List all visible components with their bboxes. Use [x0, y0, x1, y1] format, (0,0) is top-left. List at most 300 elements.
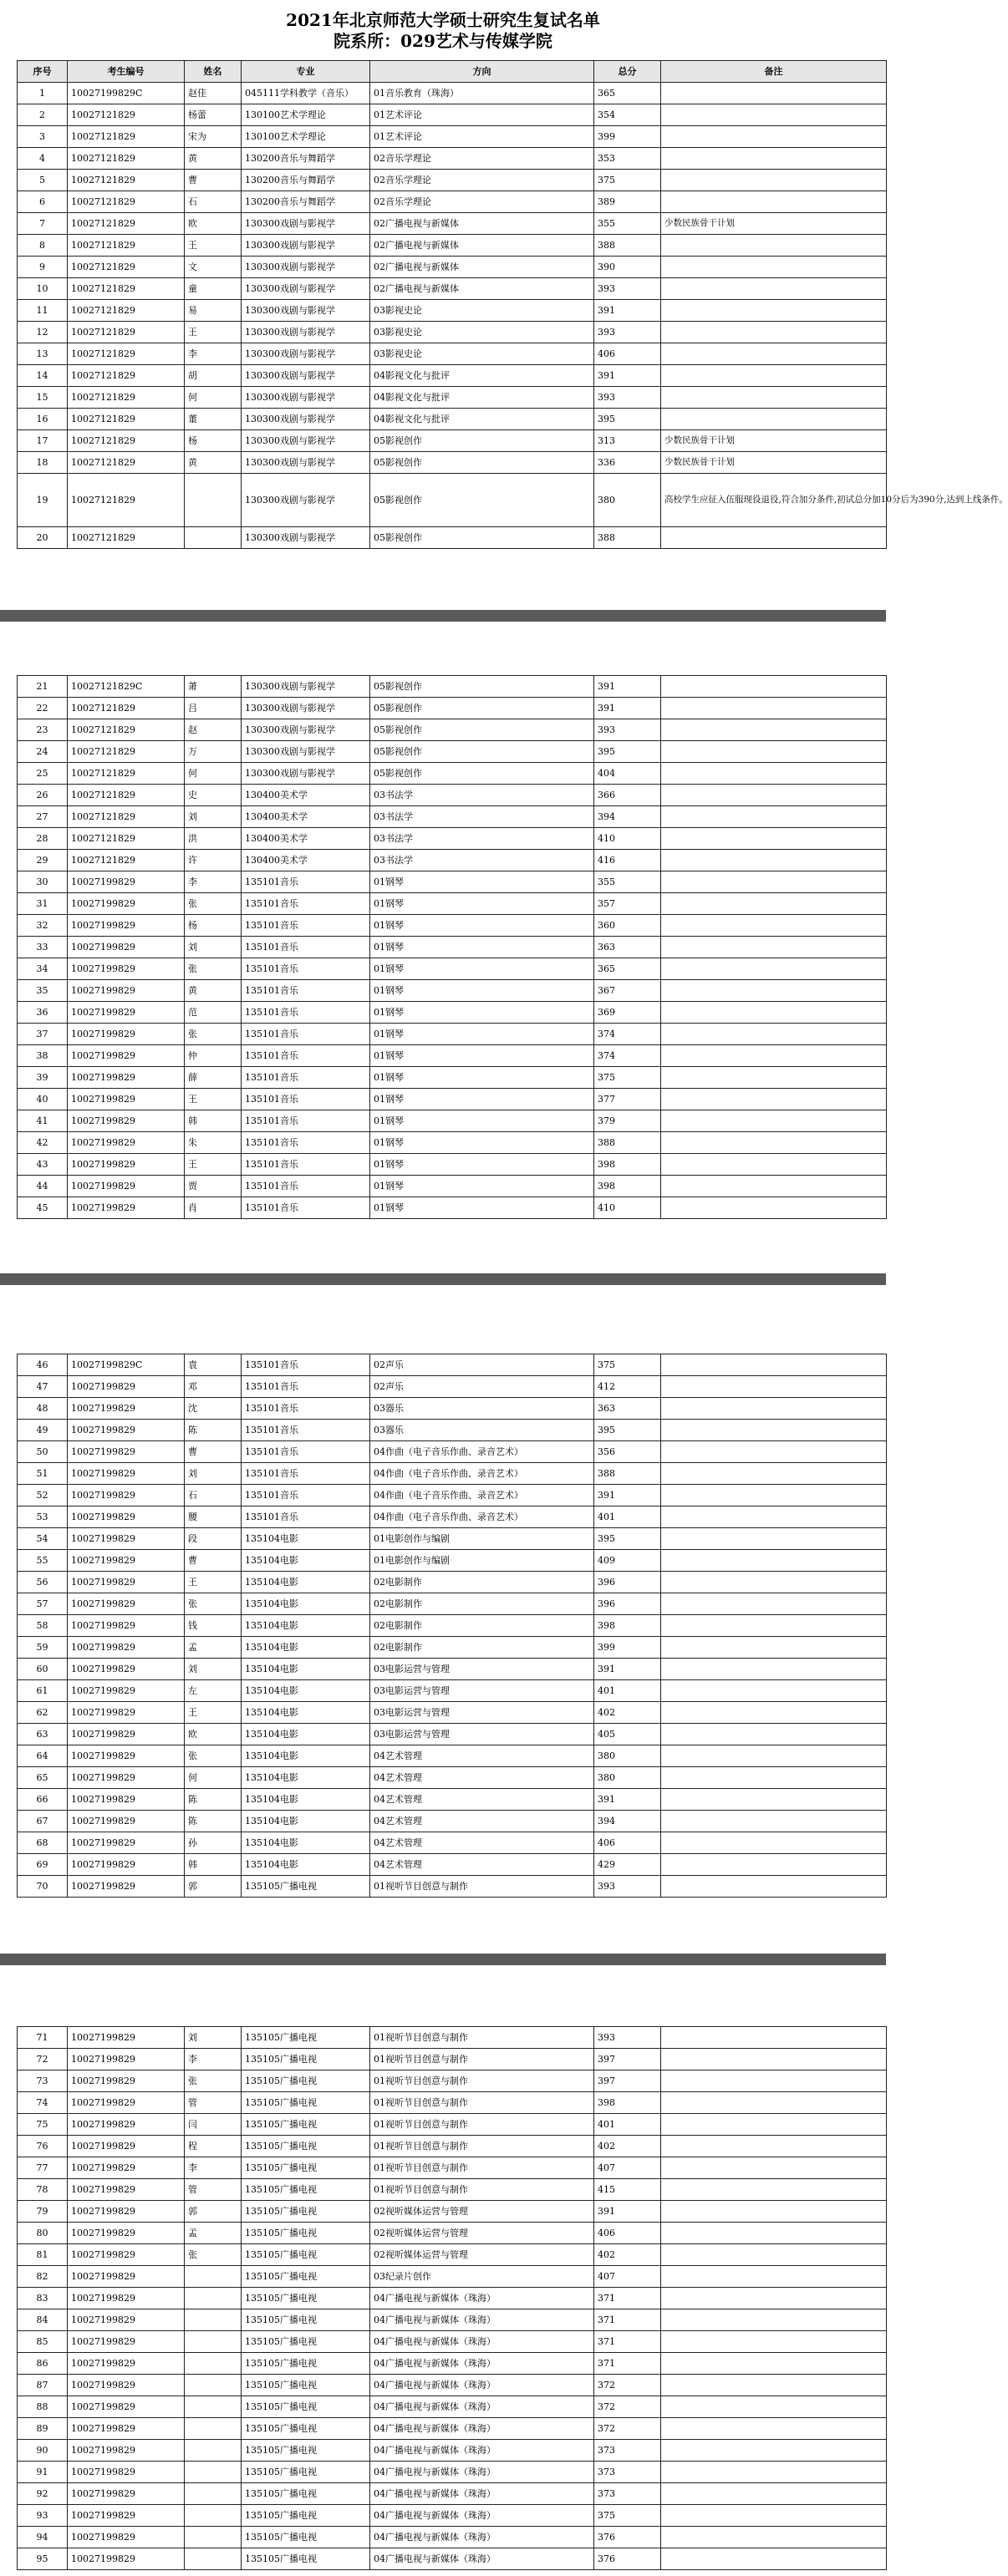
table-row — [18, 452, 887, 474]
table-row — [18, 1832, 887, 1854]
name-cell: 萧 — [185, 676, 242, 698]
note-cell — [661, 387, 887, 409]
score-cell: 355 — [594, 213, 661, 235]
table-row — [18, 1485, 887, 1506]
major-cell: 135105广播电视 — [242, 2288, 370, 2309]
note-cell — [661, 785, 887, 806]
note-cell: 少数民族骨干计划 — [661, 452, 887, 474]
major-cell: 135105广播电视 — [242, 2114, 370, 2136]
major-cell: 130300戏剧与影视学 — [242, 300, 370, 322]
table-row — [18, 828, 887, 850]
name-cell — [185, 2440, 242, 2462]
note-cell — [661, 2548, 887, 2570]
major-cell: 130300戏剧与影视学 — [242, 278, 370, 300]
score-cell: 393 — [594, 2027, 661, 2049]
table-row — [18, 2070, 887, 2092]
major-cell: 135104电影 — [242, 1528, 370, 1550]
major-cell: 135104电影 — [242, 1659, 370, 1680]
seq-cell: 10 — [18, 278, 68, 300]
score-cell: 377 — [594, 1089, 661, 1110]
note-cell — [661, 2027, 887, 2049]
seq-cell: 50 — [18, 1441, 68, 1463]
seq-cell: 21 — [18, 676, 68, 698]
seq-cell: 59 — [18, 1637, 68, 1659]
exam-id-cell: 10027121829 — [68, 343, 185, 365]
name-cell: 杨蕾 — [185, 104, 242, 126]
note-cell — [661, 1002, 887, 1024]
column-header: 考生编号 — [68, 61, 185, 83]
note-cell — [661, 126, 887, 148]
direction-cell: 04广播电视与新媒体（珠海） — [370, 2288, 594, 2309]
name-cell: 石 — [185, 1485, 242, 1506]
direction-cell: 03影视史论 — [370, 343, 594, 365]
major-cell: 130300戏剧与影视学 — [242, 676, 370, 698]
exam-id-cell: 10027121829C — [68, 676, 185, 698]
note-cell — [661, 1724, 887, 1745]
note-cell — [661, 257, 887, 278]
direction-cell: 02广播电视与新媒体 — [370, 257, 594, 278]
table-row — [18, 1420, 887, 1441]
direction-cell: 01钢琴 — [370, 958, 594, 980]
major-cell: 130200音乐与舞蹈学 — [242, 191, 370, 213]
seq-cell: 6 — [18, 191, 68, 213]
name-cell: 韩 — [185, 1110, 242, 1132]
score-cell: 398 — [594, 1176, 661, 1197]
name-cell: 史 — [185, 785, 242, 806]
exam-id-cell: 10027199829 — [68, 1767, 185, 1789]
exam-id-cell: 10027199829 — [68, 2244, 185, 2266]
seq-cell: 11 — [18, 300, 68, 322]
name-cell: 闫 — [185, 2114, 242, 2136]
major-cell: 130300戏剧与影视学 — [242, 213, 370, 235]
direction-cell: 01视听节目创意与制作 — [370, 2136, 594, 2157]
note-cell — [661, 300, 887, 322]
exam-id-cell: 10027199829 — [68, 1593, 185, 1615]
exam-id-cell: 10027199829 — [68, 1067, 185, 1089]
exam-id-cell: 10027121829 — [68, 850, 185, 871]
major-cell: 130300戏剧与影视学 — [242, 452, 370, 474]
table-row — [18, 365, 887, 387]
exam-id-cell: 10027121829 — [68, 741, 185, 763]
note-cell — [661, 2223, 887, 2244]
note-cell — [661, 1528, 887, 1550]
score-cell: 391 — [594, 698, 661, 719]
direction-cell: 03书法学 — [370, 850, 594, 871]
direction-cell: 04广播电视与新媒体（珠海） — [370, 2483, 594, 2505]
column-header: 姓名 — [185, 61, 242, 83]
major-cell: 130400美术学 — [242, 850, 370, 871]
direction-cell: 04广播电视与新媒体（珠海） — [370, 2548, 594, 2570]
table-row — [18, 1811, 887, 1832]
score-cell: 380 — [594, 474, 661, 527]
table-row — [18, 2548, 887, 2570]
score-cell: 394 — [594, 806, 661, 828]
exam-id-cell: 10027199829 — [68, 2418, 185, 2440]
name-cell: 郭 — [185, 1876, 242, 1898]
exam-id-cell: 10027121829 — [68, 698, 185, 719]
name-cell: 李 — [185, 343, 242, 365]
exam-id-cell: 10027199829 — [68, 1376, 185, 1398]
exam-id-cell: 10027121829 — [68, 257, 185, 278]
exam-id-cell: 10027199829 — [68, 1615, 185, 1637]
major-cell: 135101音乐 — [242, 1002, 370, 1024]
exam-id-cell: 10027121829 — [68, 452, 185, 474]
name-cell — [185, 2288, 242, 2309]
seq-cell: 35 — [18, 980, 68, 1002]
exam-id-cell: 10027199829 — [68, 1154, 185, 1176]
name-cell: 杨 — [185, 430, 242, 452]
column-header: 备注 — [661, 61, 887, 83]
seq-cell: 74 — [18, 2092, 68, 2114]
score-cell: 360 — [594, 915, 661, 937]
major-cell: 135101音乐 — [242, 1197, 370, 1219]
seq-cell: 34 — [18, 958, 68, 980]
major-cell: 130300戏剧与影视学 — [242, 474, 370, 527]
table-row — [18, 2353, 887, 2375]
table-row — [18, 278, 887, 300]
major-cell: 130200音乐与舞蹈学 — [242, 148, 370, 170]
exam-id-cell: 10027199829 — [68, 1441, 185, 1463]
note-cell — [661, 1615, 887, 1637]
seq-cell: 45 — [18, 1197, 68, 1219]
score-cell: 395 — [594, 741, 661, 763]
exam-id-cell: 10027199829 — [68, 893, 185, 915]
seq-cell: 94 — [18, 2527, 68, 2548]
score-cell: 398 — [594, 1154, 661, 1176]
exam-id-cell: 10027199829 — [68, 2440, 185, 2462]
major-cell: 135104电影 — [242, 1745, 370, 1767]
seq-cell: 43 — [18, 1154, 68, 1176]
name-cell: 王 — [185, 1154, 242, 1176]
major-cell: 135104电影 — [242, 1832, 370, 1854]
direction-cell: 02声乐 — [370, 1376, 594, 1398]
seq-cell: 65 — [18, 1767, 68, 1789]
name-cell: 孟 — [185, 2223, 242, 2244]
direction-cell: 03纪录片创作 — [370, 2266, 594, 2288]
seq-cell: 91 — [18, 2462, 68, 2483]
score-cell: 367 — [594, 980, 661, 1002]
direction-cell: 04艺术管理 — [370, 1832, 594, 1854]
table-row — [18, 893, 887, 915]
direction-cell: 01钢琴 — [370, 937, 594, 958]
note-cell — [661, 698, 887, 719]
name-cell: 胡 — [185, 365, 242, 387]
note-cell — [661, 83, 887, 104]
direction-cell: 03影视史论 — [370, 322, 594, 343]
seq-cell: 77 — [18, 2157, 68, 2179]
direction-cell: 01钢琴 — [370, 1045, 594, 1067]
score-cell: 416 — [594, 850, 661, 871]
score-cell: 391 — [594, 676, 661, 698]
major-cell: 130400美术学 — [242, 828, 370, 850]
name-cell: 沈 — [185, 1398, 242, 1420]
name-cell: 刘 — [185, 1463, 242, 1485]
exam-id-cell: 10027199829 — [68, 1724, 185, 1745]
name-cell — [185, 2266, 242, 2288]
seq-cell: 46 — [18, 1354, 68, 1376]
direction-cell: 05影视创作 — [370, 763, 594, 785]
seq-cell: 25 — [18, 763, 68, 785]
major-cell: 135101音乐 — [242, 893, 370, 915]
name-cell: 刘 — [185, 937, 242, 958]
major-cell: 135101音乐 — [242, 937, 370, 958]
name-cell: 何 — [185, 387, 242, 409]
score-cell: 391 — [594, 1789, 661, 1811]
major-cell: 135101音乐 — [242, 1110, 370, 1132]
major-cell: 135104电影 — [242, 1767, 370, 1789]
major-cell: 135105广播电视 — [242, 2201, 370, 2223]
note-cell — [661, 191, 887, 213]
major-cell: 135104电影 — [242, 1811, 370, 1832]
score-cell: 410 — [594, 1197, 661, 1219]
table-row — [18, 1506, 887, 1528]
seq-cell: 76 — [18, 2136, 68, 2157]
direction-cell: 05影视创作 — [370, 719, 594, 741]
note-cell — [661, 850, 887, 871]
score-cell: 410 — [594, 828, 661, 850]
name-cell: 李 — [185, 2157, 242, 2179]
direction-cell: 01音乐教育（珠海） — [370, 83, 594, 104]
major-cell: 135105广播电视 — [242, 2440, 370, 2462]
seq-cell: 48 — [18, 1398, 68, 1420]
table-row — [18, 1550, 887, 1572]
direction-cell: 03书法学 — [370, 806, 594, 828]
major-cell: 130300戏剧与影视学 — [242, 387, 370, 409]
direction-cell: 02视听媒体运营与管理 — [370, 2223, 594, 2244]
score-cell: 391 — [594, 365, 661, 387]
table-row — [18, 2440, 887, 2462]
note-cell — [661, 2201, 887, 2223]
direction-cell: 04艺术管理 — [370, 1767, 594, 1789]
seq-cell: 57 — [18, 1593, 68, 1615]
name-cell: 薛 — [185, 1067, 242, 1089]
seq-cell: 38 — [18, 1045, 68, 1067]
direction-cell: 01电影创作与编剧 — [370, 1528, 594, 1550]
direction-cell: 01钢琴 — [370, 1176, 594, 1197]
direction-cell: 04作曲（电子音乐作曲、录音艺术） — [370, 1506, 594, 1528]
note-cell — [661, 1485, 887, 1506]
note-cell — [661, 1832, 887, 1854]
name-cell: 程 — [185, 2136, 242, 2157]
direction-cell: 04艺术管理 — [370, 1745, 594, 1767]
seq-cell: 4 — [18, 148, 68, 170]
roster-table-1 — [17, 60, 1008, 549]
note-cell — [661, 1024, 887, 1045]
major-cell: 135105广播电视 — [242, 2266, 370, 2288]
note-cell — [661, 2483, 887, 2505]
score-cell: 356 — [594, 1441, 661, 1463]
table-row — [18, 1854, 887, 1876]
major-cell: 130300戏剧与影视学 — [242, 719, 370, 741]
direction-cell: 04广播电视与新媒体（珠海） — [370, 2309, 594, 2331]
table-row — [18, 1398, 887, 1420]
score-cell: 390 — [594, 257, 661, 278]
exam-id-cell: 10027121829 — [68, 170, 185, 191]
seq-cell: 58 — [18, 1615, 68, 1637]
table-row — [18, 1767, 887, 1789]
direction-cell: 01艺术评论 — [370, 104, 594, 126]
score-cell: 391 — [594, 1485, 661, 1506]
major-cell: 135101音乐 — [242, 1354, 370, 1376]
direction-cell: 02音乐学理论 — [370, 148, 594, 170]
seq-cell: 66 — [18, 1789, 68, 1811]
direction-cell: 04艺术管理 — [370, 1789, 594, 1811]
name-cell: 肖 — [185, 1197, 242, 1219]
table-row — [18, 1593, 887, 1615]
major-cell: 130300戏剧与影视学 — [242, 343, 370, 365]
roster-table-3 — [17, 1354, 887, 1898]
direction-cell: 05影视创作 — [370, 741, 594, 763]
exam-id-cell: 10027121829 — [68, 806, 185, 828]
name-cell — [185, 2418, 242, 2440]
exam-id-cell: 10027121829 — [68, 322, 185, 343]
direction-cell: 01钢琴 — [370, 1110, 594, 1132]
seq-cell: 3 — [18, 126, 68, 148]
seq-cell: 14 — [18, 365, 68, 387]
score-cell: 398 — [594, 2092, 661, 2114]
score-cell: 354 — [594, 104, 661, 126]
major-cell: 135101音乐 — [242, 1506, 370, 1528]
exam-id-cell: 10027199829 — [68, 1398, 185, 1420]
major-cell: 135101音乐 — [242, 958, 370, 980]
direction-cell: 03影视史论 — [370, 300, 594, 322]
seq-cell: 83 — [18, 2288, 68, 2309]
table-row — [18, 430, 887, 452]
score-cell: 393 — [594, 387, 661, 409]
table-row — [18, 1154, 887, 1176]
seq-cell: 22 — [18, 698, 68, 719]
major-cell: 135101音乐 — [242, 1398, 370, 1420]
exam-id-cell: 10027199829 — [68, 915, 185, 937]
major-cell: 130400美术学 — [242, 785, 370, 806]
major-cell: 135105广播电视 — [242, 2092, 370, 2114]
table-row — [18, 322, 887, 343]
score-cell: 393 — [594, 719, 661, 741]
table-row — [18, 1702, 887, 1724]
table-row — [18, 1354, 887, 1376]
score-cell: 373 — [594, 2440, 661, 2462]
direction-cell: 02电影制作 — [370, 1637, 594, 1659]
seq-cell: 75 — [18, 2114, 68, 2136]
direction-cell: 02视听媒体运营与管理 — [370, 2201, 594, 2223]
table-row — [18, 2223, 887, 2244]
table-row — [18, 387, 887, 409]
exam-id-cell: 10027199829 — [68, 1132, 185, 1154]
seq-cell: 17 — [18, 430, 68, 452]
score-cell: 394 — [594, 1811, 661, 1832]
table-row — [18, 806, 887, 828]
major-cell: 130400美术学 — [242, 806, 370, 828]
exam-id-cell: 10027199829 — [68, 1572, 185, 1593]
score-cell: 371 — [594, 2331, 661, 2353]
major-cell: 135105广播电视 — [242, 2527, 370, 2548]
exam-id-cell: 10027199829 — [68, 1506, 185, 1528]
major-cell: 135105广播电视 — [242, 2548, 370, 2570]
name-cell — [185, 2548, 242, 2570]
score-cell: 412 — [594, 1376, 661, 1398]
exam-id-cell: 10027121829 — [68, 365, 185, 387]
seq-cell: 86 — [18, 2353, 68, 2375]
major-cell: 130300戏剧与影视学 — [242, 527, 370, 549]
name-cell: 欧 — [185, 1724, 242, 1745]
table-row — [18, 1024, 887, 1045]
major-cell: 135105广播电视 — [242, 2136, 370, 2157]
name-cell: 吕 — [185, 698, 242, 719]
exam-id-cell: 10027199829 — [68, 1789, 185, 1811]
note-cell — [661, 893, 887, 915]
table-row — [18, 676, 887, 698]
major-cell: 135101音乐 — [242, 1132, 370, 1154]
table-row — [18, 1745, 887, 1767]
direction-cell: 01视听节目创意与制作 — [370, 1876, 594, 1898]
exam-id-cell: 10027199829 — [68, 1420, 185, 1441]
seq-cell: 73 — [18, 2070, 68, 2092]
exam-id-cell: 10027199829 — [68, 2309, 185, 2331]
score-cell: 406 — [594, 343, 661, 365]
name-cell: 张 — [185, 958, 242, 980]
direction-cell: 01钢琴 — [370, 893, 594, 915]
name-cell: 王 — [185, 1702, 242, 1724]
name-cell: 张 — [185, 893, 242, 915]
direction-cell: 04作曲（电子音乐作曲、录音艺术） — [370, 1485, 594, 1506]
exam-id-cell: 10027199829 — [68, 2527, 185, 2548]
major-cell: 135105广播电视 — [242, 2418, 370, 2440]
major-cell: 135104电影 — [242, 1615, 370, 1637]
name-cell: 欧 — [185, 213, 242, 235]
direction-cell: 01钢琴 — [370, 915, 594, 937]
direction-cell: 03电影运营与管理 — [370, 1659, 594, 1680]
table-row — [18, 1110, 887, 1132]
name-cell: 邓 — [185, 1376, 242, 1398]
exam-id-cell: 10027121829 — [68, 785, 185, 806]
direction-cell: 04广播电视与新媒体（珠海） — [370, 2440, 594, 2462]
table-row — [18, 2157, 887, 2179]
note-cell — [661, 915, 887, 937]
note-cell — [661, 1680, 887, 1702]
exam-id-cell: 10027199829C — [68, 1354, 185, 1376]
major-cell: 135101音乐 — [242, 980, 370, 1002]
direction-cell: 01钢琴 — [370, 1067, 594, 1089]
name-cell: 黄 — [185, 980, 242, 1002]
seq-cell: 33 — [18, 937, 68, 958]
score-cell: 374 — [594, 1024, 661, 1045]
exam-id-cell: 10027199829 — [68, 1550, 185, 1572]
score-cell: 397 — [594, 2049, 661, 2070]
name-cell: 宋为 — [185, 126, 242, 148]
note-cell — [661, 2462, 887, 2483]
direction-cell: 01视听节目创意与制作 — [370, 2157, 594, 2179]
note-cell — [661, 2309, 887, 2331]
exam-id-cell: 10027199829 — [68, 2070, 185, 2092]
table-row — [18, 719, 887, 741]
seq-cell: 42 — [18, 1132, 68, 1154]
direction-cell: 04广播电视与新媒体（珠海） — [370, 2418, 594, 2440]
exam-id-cell: 10027121829 — [68, 235, 185, 257]
name-cell: 袁 — [185, 1354, 242, 1376]
score-cell: 355 — [594, 871, 661, 893]
note-cell — [661, 2266, 887, 2288]
roster-table-2 — [17, 675, 887, 1219]
note-cell — [661, 2375, 887, 2396]
note-cell — [661, 2070, 887, 2092]
major-cell: 130300戏剧与影视学 — [242, 409, 370, 430]
major-cell: 130300戏剧与影视学 — [242, 763, 370, 785]
major-cell: 135101音乐 — [242, 1089, 370, 1110]
exam-id-cell: 10027199829 — [68, 1528, 185, 1550]
exam-id-cell: 10027199829 — [68, 2548, 185, 2570]
score-cell: 388 — [594, 1463, 661, 1485]
direction-cell: 01钢琴 — [370, 980, 594, 1002]
